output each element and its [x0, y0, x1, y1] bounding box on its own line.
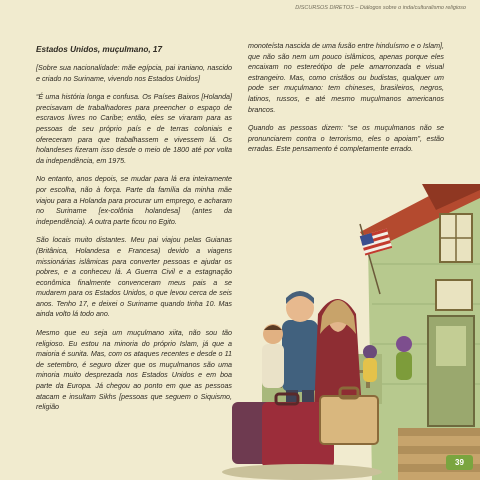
right-column — [248, 41, 444, 163]
article-title: Estados Unidos, muçulmano, 17 — [36, 45, 163, 54]
paragraph-6: Quando as pessoas dizem: “se os muçulmanos não se pronunciarem contra o terrorismo, eles o apoiam”, estão erradas. Este pensamento é completamente errado. — [248, 124, 444, 154]
paragraph-1: “É uma história longa e confusa. Os Países Baixos [Holanda] precisavam de trabalhadores para preencher o espaço de escravos livres no Caribe; então, eles se viraram para as pessoas de seu próprio país e de terras coloniais e ofereceram para que trabalhassem e vivessem lá. Os holandeses fizeram isso desde o meio de 1800 até por volta da independência, em 1975. — [36, 93, 232, 165]
paragraph-5: monoteísta nascida de uma fusão entre hinduísmo e o Islam], que não são nem um pouco islâmicos, apenas porque eles encaixam no estereótipo de pele amarronzada e visual estrangeiro. Mas, como cristãos ou budistas, qualquer um pode ser muçulmano: tem chineses, brasileiros, negros, latinos, russos, e até mesmo muçulmanos americanos brancos. — [248, 42, 444, 114]
left-column — [36, 44, 232, 421]
paragraph-4: Mesmo que eu seja um muçulmano xiita, não sou tão religioso. Eu estou na minoria do próprio Islam, já que a maioria é sunita. Mas, com os ataques recentes e desde o 11 de setembro, é seguro dizer que os muçulmanos são uma minoria muito desprezada nos Estados Unidos e em boa parte da Europa. Já chegou ao ponto em que as pessoas atacam e insultam Sikhs [pessoas que seguem o Siquismo, religião — [36, 329, 232, 412]
running-head: DISCURSOS DIRETOS – Diálogos sobre o inda/culturalismo religioso — [295, 5, 466, 11]
paragraph-3: São locais muito distantes. Meu pai viajou pelas Guianas (Britânica, Holandesa e Francesa) devido a viagens missionárias islâmicas para converter pessoas e ajudar os pobres, e a conheceu lá. A Guerra Civil e a estagnação econômica finalmente convenceram meus pais a se mudarem para os Estados Unidos, o que levou cerca de seis anos. Tenho 17, e deixei o Suriname quando tinha 10. Mas ainda volto lá todo ano. — [36, 236, 232, 319]
family-house-illustration — [222, 184, 480, 480]
intro-note: [Sobre sua nacionalidade: mãe egípcia, pai iraniano, nascido e criado no Suriname, vivendo nos Estados Unidos] — [36, 64, 232, 83]
paragraph-2: No entanto, anos depois, se mudar para lá era inteiramente por escolha, não à força. Parte da família da minha mãe viajou para a Holanda para procurar um emprego, e acharam no Suriname [ex-colônia holandesa] (antes da independência). A outra parte ficou no Egito. — [36, 175, 232, 226]
page-number-badge: 39 — [446, 455, 473, 470]
